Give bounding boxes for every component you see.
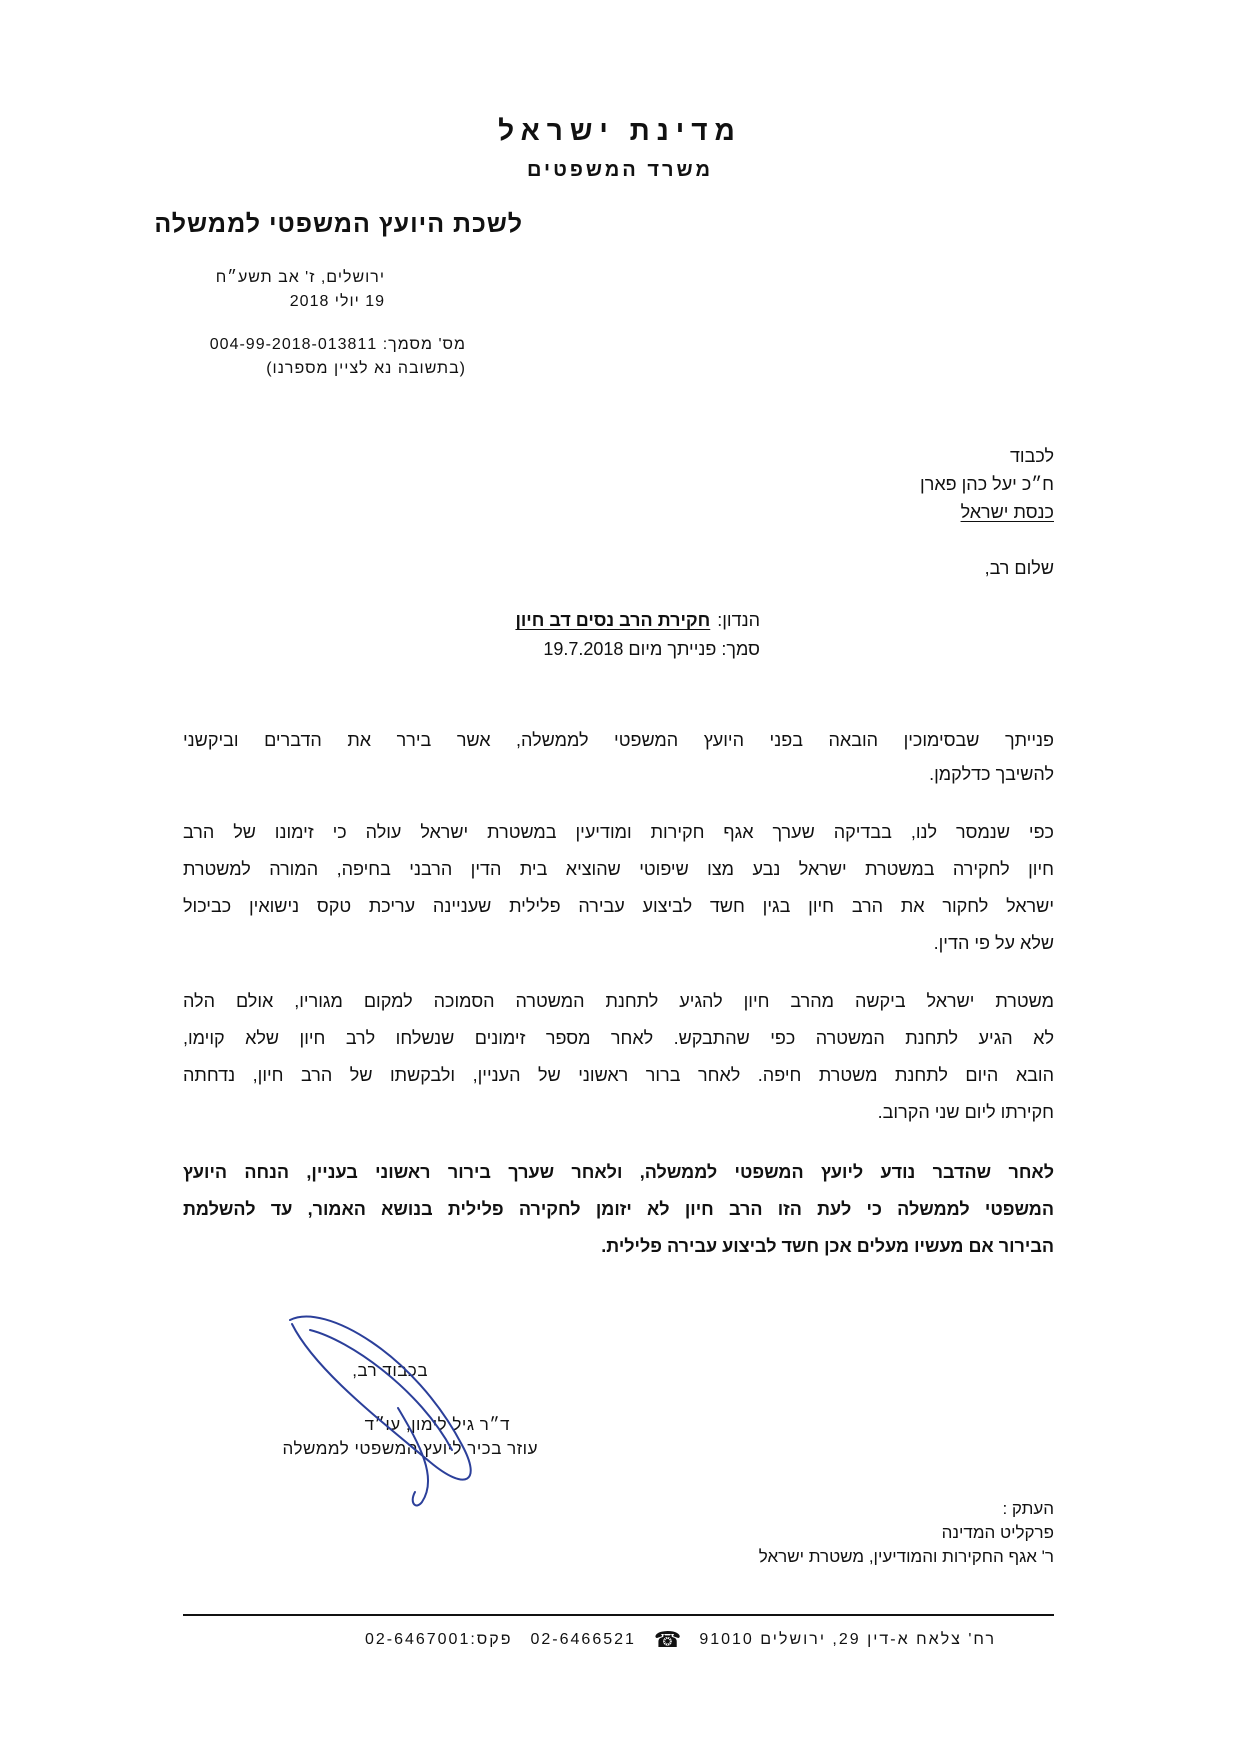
subject-title: חקירת הרב נסים דב חיון [515, 610, 711, 630]
footer-divider [183, 1614, 1054, 1616]
addressee-organization: כנסת ישראל [960, 502, 1054, 522]
footer-fax: פקס:02-6467001 [364, 1631, 513, 1648]
body-line: חקירתו ליום שני הקרוב. [877, 1102, 1054, 1122]
gregorian-date: 19 יולי 2018 [289, 293, 385, 310]
handwritten-signature [270, 1300, 500, 1515]
subject-reference: סמך: פנייתך מיום 19.7.2018 [543, 639, 760, 659]
date-block [216, 266, 385, 314]
greeting: שלום רב, [984, 558, 1054, 578]
body-line: להשיבך כדלקמן. [929, 764, 1054, 784]
body-line: כפי שנמסר לנו, בבדיקה שערך אגף חקירות ומודיעין במשטרת ישראל עולה כי זימונו של הרב [183, 822, 1054, 842]
footer-address: רח' צלאח א-דין 29, ירושלים 91010 [699, 1631, 996, 1648]
signatory-title: עוזר בכיר ליועץ המשפטי לממשלה [282, 1439, 538, 1458]
body-paragraph-4 [183, 1154, 1054, 1265]
hebrew-date: ירושלים, ז' אב תשע״ח [215, 269, 385, 286]
cc-label: העתק : [1002, 1499, 1054, 1518]
reference-note: (בתשובה נא לציין מספרנו) [266, 360, 466, 377]
body-line: שלא על פי הדין. [933, 933, 1054, 953]
body-line: חיון לחקירה במשטרת ישראל נבע מצו שיפוטי שהוציא בית הדין הרבני בחיפה, המורה למשטרת [183, 859, 1054, 879]
footer [365, 1628, 996, 1652]
subject-block [515, 606, 760, 664]
body-line: הובא היום לתחנת משטרת חיפה. לאחר ברור ראשוני של העניין, ולבקשתו של הרב חיון, נדחתה [183, 1065, 1054, 1085]
cc-recipient: ר' אגף החקירות והמודיעין, משטרת ישראל [758, 1547, 1054, 1566]
ministry-title: משרד המשפטים [527, 159, 713, 181]
addressee-block [920, 442, 1054, 526]
subject-line [515, 606, 760, 635]
body-line: פנייתך שבסימוכין הובאה בפני היועץ המשפטי לממשלה, אשר בירר את הדברים וביקשני [183, 730, 1054, 750]
body-line: ישראל לחקור את הרב חיון בגין חשד לביצוע עבירה פלילית שעניינה עריכת טקס נישואין כביכול [183, 896, 1054, 916]
cc-recipient: פרקליט המדינה [941, 1523, 1054, 1542]
body-line: הבירור אם מעשיו מעלים אכן חשד לביצוע עבירה פלילית. [601, 1236, 1054, 1256]
body-line: משטרת ישראל ביקשה מהרב חיון להגיע לתחנת המשטרה הסמוכה למקום מגוריו, אולם הלה [183, 991, 1054, 1011]
signature-closing: בכבוד רב, [352, 1361, 428, 1380]
signatory-name: ד״ר גיל לימון, עו״ד [364, 1415, 510, 1434]
phone-icon: ☎ [653, 1627, 682, 1652]
signature-stroke [290, 1317, 471, 1506]
body-line: לא הגיע לתחנת המשטרה כפי שהתבקש. לאחר מספר זימונים שנשלחו לרב חיון שלא קוימו, [183, 1028, 1054, 1048]
subject-label: הנדון: [717, 610, 760, 630]
body-line: המשפטי לממשלה כי לעת הזו הרב חיון לא יזומן לחקירה פלילית בנושא האמור, עד להשלמת [183, 1199, 1054, 1219]
footer-phone: 02-6466521 [530, 1631, 636, 1648]
body-paragraph-3 [183, 983, 1054, 1131]
addressee-name: ח״כ יעל כהן פארן [920, 474, 1054, 494]
reference-block [210, 333, 466, 381]
addressee-salutation: לכבוד [1009, 446, 1054, 466]
body-line: לאחר שהדבר נודע ליועץ המשפטי לממשלה, ולאחר שערך בירור ראשוני בעניין, הנחה היועץ [183, 1162, 1054, 1182]
document-number: מס' מסמך: 004-99-2018-013811 [209, 336, 466, 353]
body-paragraph-1 [183, 723, 1054, 791]
office-title: לשכת היועץ המשפטי לממשלה [154, 210, 523, 238]
body-paragraph-2 [183, 814, 1054, 962]
state-title: מדינת ישראל [498, 115, 742, 146]
cc-block [759, 1497, 1054, 1569]
